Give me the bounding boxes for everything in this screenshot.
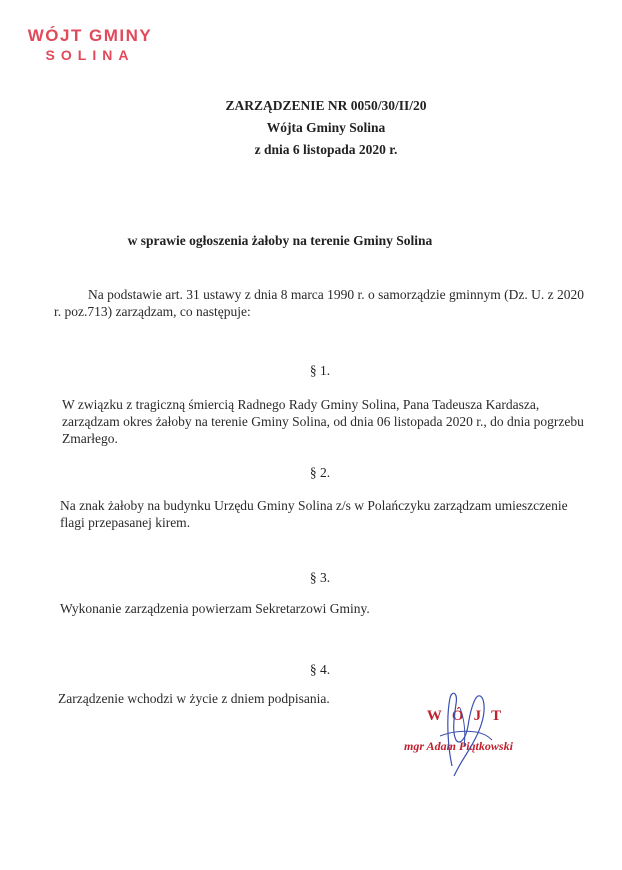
office-stamp-line2: SOLINA — [45, 47, 135, 63]
signature-stamp-title: WÓJT — [426, 708, 512, 724]
section-1-mark: § 1. — [309, 363, 331, 378]
office-stamp — [20, 26, 160, 64]
signature-stroke-1 — [448, 693, 484, 776]
section-3-mark: § 3. — [309, 570, 331, 585]
section-2-mark: § 2. — [309, 465, 331, 480]
section-2-text: Na znak żałoby na budynku Urzędu Gminy Solina z/s w Polańczyku zarządzam umieszczenie flagi przepasanej kirem. — [60, 498, 568, 530]
handwritten-signature — [430, 688, 500, 778]
signature-stamp-name: mgr Adam Piątkowski — [404, 739, 513, 753]
section-1-text: W związku z tragiczną śmiercią Radnego Rady Gminy Solina, Pana Tadeusza Kardasza, zarządzam okres żałoby na terenie Gminy Solina, od dnia 06 listopada 2020 r., do dnia pogrzebu Zmarłego. — [62, 397, 584, 446]
section-3-text: Wykonanie zarządzenia powierzam Sekretarzowi Gminy. — [60, 601, 370, 616]
document-header — [130, 95, 522, 161]
document-subject: w sprawie ogłoszenia żałoby na terenie Gminy Solina — [127, 233, 433, 248]
document-title: ZARZĄDZENIE NR 0050/30/II/20 — [225, 98, 427, 113]
document-date: z dnia 6 listopada 2020 r. — [254, 142, 398, 157]
legal-basis-paragraph: Na podstawie art. 31 ustawy z dnia 8 marca 1990 r. o samorządzie gminnym (Dz. U. z 2020 r. poz.713) zarządzam, co następuje: — [54, 287, 584, 319]
section-4-text: Zarządzenie wchodzi w życie z dniem podpisania. — [58, 691, 330, 706]
office-stamp-line1: WÓJT GMINY — [27, 26, 153, 45]
document-issuer: Wójta Gminy Solina — [266, 120, 386, 135]
section-4-mark: § 4. — [309, 662, 331, 677]
